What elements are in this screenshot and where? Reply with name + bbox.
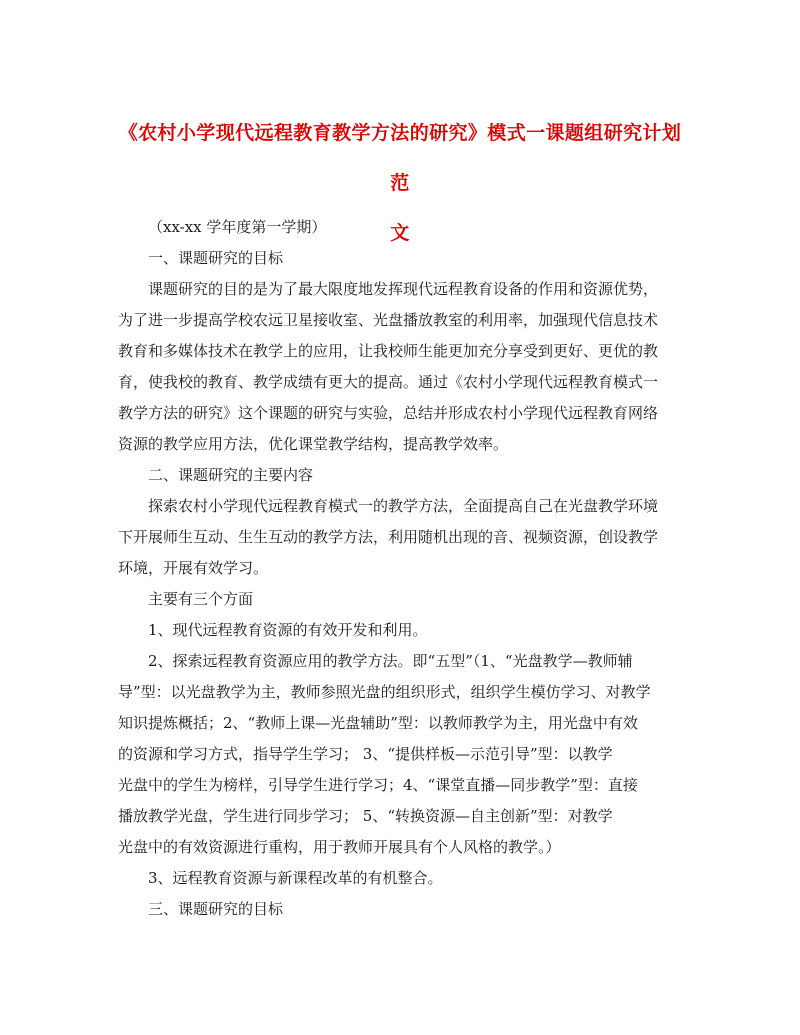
paragraph-line: 光盘中的学生为榜样，引导学生进行学习；4、“课堂直播—同步教学”型：直接 bbox=[118, 776, 638, 794]
paragraph-line: 的资源和学习方式，指导学生学习； 3、“提供样板—示范引导”型：以教学 bbox=[118, 745, 613, 763]
document-body bbox=[118, 212, 682, 925]
paragraph-line: 课题研究的目的是为了最大限度地发挥现代远程教育设备的作用和资源优势， bbox=[148, 280, 659, 298]
title-line-2: 文 bbox=[390, 222, 410, 244]
paragraph-line: 播放教学光盘，学生进行同步学习； 5、“转换资源—自主创新”型：对教学 bbox=[118, 807, 613, 825]
paragraph-line: 下开展师生互动、生生互动的教学方法，利用随机出现的音、视频资源，创设教学 bbox=[118, 528, 659, 546]
section-heading-2: 二、课题研究的主要内容 bbox=[148, 466, 314, 484]
paragraph-line: 资源的教学应用方法，优化课堂教学结构，提高教学效率。 bbox=[118, 435, 509, 453]
subheading-three-aspects: 主要有三个方面 bbox=[148, 590, 254, 608]
paragraph-line: 教学方法的研究》这个课题的研究与实验，总结并形成农村小学现代远程教育网络 bbox=[118, 404, 659, 422]
paragraph-line: 环境，开展有效学习。 bbox=[118, 559, 269, 577]
paragraph-line: 光盘中的有效资源进行重构，用于教师开展具有个人风格的教学。） bbox=[118, 838, 561, 856]
paragraph-line: 教育和多媒体技术在教学上的应用，让我校师生能更加充分享受到更好、更优的教 bbox=[118, 342, 659, 360]
title-line-1: 《农村小学现代远程教育教学方法的研究》模式一课题组研究计划范 bbox=[118, 122, 682, 194]
list-item: 2、探索远程教育资源应用的教学方法。即“五型”（1、“光盘教学—教师辅 bbox=[148, 652, 633, 670]
paragraph-line: 导”型：以光盘教学为主，教师参照光盘的组织形式，组织学生模仿学习、对教学 bbox=[118, 683, 651, 701]
paragraph-line: 探索农村小学现代远程教育模式一的教学方法，全面提高自己在光盘教学环境 bbox=[148, 497, 659, 515]
section-heading-3: 三、课题研究的目标 bbox=[148, 900, 284, 918]
paragraph-line: 为了进一步提高学校农远卫星接收室、光盘播放教室的利用率，加强现代信息技术 bbox=[118, 311, 659, 329]
list-item: 3、远程教育资源与新课程改革的有机整合。 bbox=[148, 869, 443, 887]
list-item: 1、现代远程教育资源的有效开发和利用。 bbox=[148, 621, 428, 639]
paragraph-line: 育，使我校的教育、教学成绩有更大的提高。通过《农村小学现代远程教育模式一 bbox=[118, 373, 659, 391]
section-heading-1: 一、课题研究的目标 bbox=[148, 249, 284, 267]
semester-note: （xx-xx 学年度第一学期） bbox=[148, 218, 327, 236]
paragraph-line: 知识提炼概括；2、“教师上课—光盘辅助”型：以教师教学为主，用光盘中有效 bbox=[118, 714, 638, 732]
